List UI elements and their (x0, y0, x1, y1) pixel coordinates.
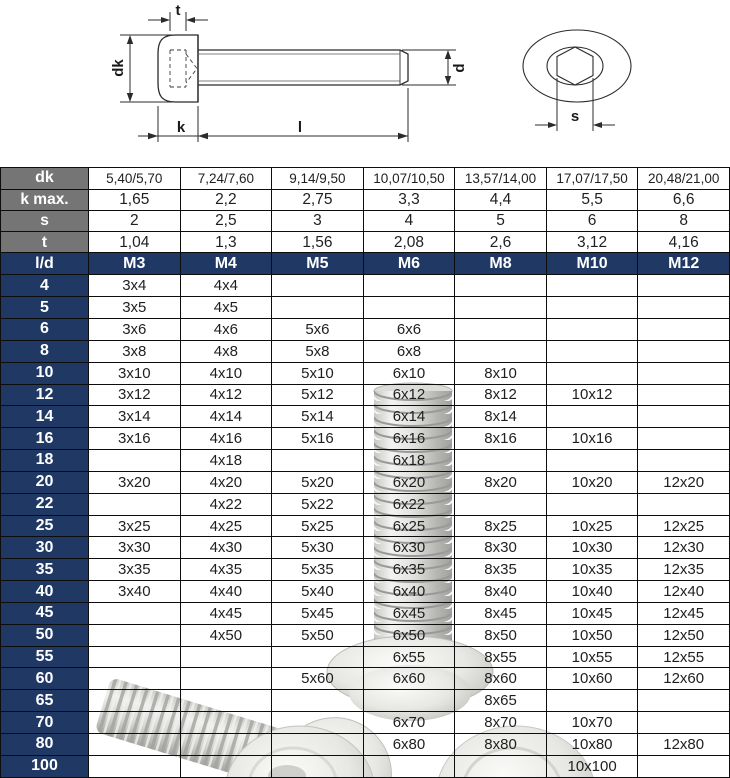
value-cell (180, 734, 272, 756)
value-cell: 6x45 (363, 602, 455, 624)
value-cell: 8x35 (455, 559, 547, 581)
value-cell: 2,75 (272, 189, 364, 210)
value-cell: 10x50 (546, 624, 638, 646)
value-cell: 12x80 (638, 734, 730, 756)
value-cell (180, 712, 272, 734)
value-cell: 6,6 (638, 189, 730, 210)
value-cell: 6x70 (363, 712, 455, 734)
value-cell: 12x45 (638, 602, 730, 624)
value-cell: 3x10 (89, 362, 181, 384)
row-label: 60 (1, 668, 89, 690)
size-header-cell: M10 (546, 253, 638, 275)
value-cell: 3x25 (89, 515, 181, 537)
row-label: t (1, 232, 89, 253)
value-cell: 2,5 (180, 211, 272, 232)
value-cell: 12x55 (638, 646, 730, 668)
value-cell: 5x22 (272, 493, 364, 515)
value-cell: 8x60 (455, 668, 547, 690)
value-cell: 10x55 (546, 646, 638, 668)
row-label: 40 (1, 581, 89, 603)
value-cell: 4x30 (180, 537, 272, 559)
value-cell: 3x20 (89, 471, 181, 493)
dim-label-l: l (297, 119, 303, 136)
length-row (1, 646, 730, 668)
value-cell: 6x22 (363, 493, 455, 515)
value-cell (546, 297, 638, 319)
value-cell: 5x16 (272, 428, 364, 450)
value-cell (638, 450, 730, 472)
value-cell: 9,14/9,50 (272, 168, 364, 190)
value-cell: 12x50 (638, 624, 730, 646)
length-row (1, 559, 730, 581)
value-cell: 3x5 (89, 297, 181, 319)
row-label: 14 (1, 406, 89, 428)
value-cell: 2,08 (363, 232, 455, 253)
length-row (1, 450, 730, 472)
value-cell: 12x40 (638, 581, 730, 603)
value-cell: 5x14 (272, 406, 364, 428)
value-cell: 5x50 (272, 624, 364, 646)
row-label: 8 (1, 340, 89, 362)
value-cell (363, 275, 455, 297)
value-cell: 10x70 (546, 712, 638, 734)
value-cell (638, 755, 730, 777)
value-cell (546, 450, 638, 472)
value-cell: 5x12 (272, 384, 364, 406)
value-cell: 6 (546, 211, 638, 232)
value-cell: 2 (89, 211, 181, 232)
value-cell (638, 428, 730, 450)
size-header-cell: M4 (180, 253, 272, 275)
value-cell (89, 624, 181, 646)
row-label: 35 (1, 559, 89, 581)
value-cell (546, 275, 638, 297)
value-cell: 3x6 (89, 318, 181, 340)
row-label: 12 (1, 384, 89, 406)
value-cell (455, 493, 547, 515)
length-row (1, 340, 730, 362)
value-cell: 4,4 (455, 189, 547, 210)
value-cell: 8x40 (455, 581, 547, 603)
value-cell (638, 318, 730, 340)
dim-label-d: d (451, 63, 468, 73)
value-cell: 12x60 (638, 668, 730, 690)
length-row (1, 602, 730, 624)
length-row (1, 668, 730, 690)
value-cell (272, 275, 364, 297)
row-label: 10 (1, 362, 89, 384)
spec-row (1, 232, 730, 253)
length-row (1, 428, 730, 450)
value-cell: 6x25 (363, 515, 455, 537)
value-cell: 4x8 (180, 340, 272, 362)
row-label: 80 (1, 734, 89, 756)
value-cell: 4x5 (180, 297, 272, 319)
value-cell: 6x12 (363, 384, 455, 406)
value-cell: 5x40 (272, 581, 364, 603)
value-cell: 17,07/17,50 (546, 168, 638, 190)
row-label: 50 (1, 624, 89, 646)
value-cell: 3x4 (89, 275, 181, 297)
value-cell: 1,56 (272, 232, 364, 253)
value-cell: 10x12 (546, 384, 638, 406)
value-cell: 8x50 (455, 624, 547, 646)
value-cell: 10x100 (546, 755, 638, 777)
spec-row (1, 168, 730, 190)
value-cell (363, 755, 455, 777)
value-cell: 5x45 (272, 602, 364, 624)
value-cell: 10x20 (546, 471, 638, 493)
value-cell (272, 450, 364, 472)
row-label: 16 (1, 428, 89, 450)
row-label: dk (1, 168, 89, 190)
value-cell: 3x40 (89, 581, 181, 603)
value-cell: 4x40 (180, 581, 272, 603)
length-row (1, 624, 730, 646)
value-cell: 10x60 (546, 668, 638, 690)
value-cell (455, 275, 547, 297)
value-cell: 6x50 (363, 624, 455, 646)
value-cell (89, 602, 181, 624)
value-cell: 10,07/10,50 (363, 168, 455, 190)
dim-label-k: k (176, 119, 186, 136)
row-label: 100 (1, 755, 89, 777)
row-label: 45 (1, 602, 89, 624)
value-cell: 4x22 (180, 493, 272, 515)
value-cell: 5x20 (272, 471, 364, 493)
row-label: s (1, 211, 89, 232)
value-cell: 5 (455, 211, 547, 232)
length-row (1, 362, 730, 384)
value-cell (363, 690, 455, 712)
value-cell (638, 384, 730, 406)
length-row (1, 297, 730, 319)
row-label: 5 (1, 297, 89, 319)
value-cell: 8x25 (455, 515, 547, 537)
value-cell: 1,04 (89, 232, 181, 253)
size-header-cell: M6 (363, 253, 455, 275)
value-cell: 5x25 (272, 515, 364, 537)
value-cell: 8x20 (455, 471, 547, 493)
dim-label-s: s (570, 108, 580, 125)
value-cell: 6x80 (363, 734, 455, 756)
value-cell (272, 734, 364, 756)
row-label: 18 (1, 450, 89, 472)
value-cell: 8x10 (455, 362, 547, 384)
value-cell: 4 (363, 211, 455, 232)
value-cell: 5x10 (272, 362, 364, 384)
value-cell (363, 297, 455, 319)
value-cell: 5x30 (272, 537, 364, 559)
value-cell (180, 755, 272, 777)
value-cell: 10x30 (546, 537, 638, 559)
value-cell: 3x12 (89, 384, 181, 406)
size-header-cell: M3 (89, 253, 181, 275)
value-cell: 4x6 (180, 318, 272, 340)
value-cell: 10x80 (546, 734, 638, 756)
value-cell (455, 340, 547, 362)
value-cell (272, 646, 364, 668)
size-header-cell: M5 (272, 253, 364, 275)
row-label: 4 (1, 275, 89, 297)
length-row (1, 275, 730, 297)
value-cell (455, 755, 547, 777)
row-label: 70 (1, 712, 89, 734)
length-row (1, 493, 730, 515)
value-cell (455, 318, 547, 340)
value-cell (546, 340, 638, 362)
value-cell: 4x18 (180, 450, 272, 472)
length-row (1, 471, 730, 493)
value-cell: 6x16 (363, 428, 455, 450)
dim-label-dk: dk (110, 59, 127, 77)
row-label: 6 (1, 318, 89, 340)
value-cell: 3,12 (546, 232, 638, 253)
value-cell: 6x55 (363, 646, 455, 668)
row-label: 65 (1, 690, 89, 712)
value-cell: 6x60 (363, 668, 455, 690)
value-cell: 5x60 (272, 668, 364, 690)
value-cell: 3,3 (363, 189, 455, 210)
value-cell (638, 275, 730, 297)
value-cell: 5x8 (272, 340, 364, 362)
value-cell: 20,48/21,00 (638, 168, 730, 190)
value-cell: 6x6 (363, 318, 455, 340)
value-cell (638, 340, 730, 362)
length-row (1, 384, 730, 406)
value-cell: 3x16 (89, 428, 181, 450)
value-cell: 4x45 (180, 602, 272, 624)
value-cell (546, 493, 638, 515)
value-cell: 10x25 (546, 515, 638, 537)
length-row (1, 734, 730, 756)
length-row (1, 690, 730, 712)
value-cell: 4x12 (180, 384, 272, 406)
value-cell: 12x30 (638, 537, 730, 559)
value-cell: 6x30 (363, 537, 455, 559)
value-cell: 7,24/7,60 (180, 168, 272, 190)
value-cell (455, 450, 547, 472)
dimensions-table-body (1, 168, 730, 778)
value-cell (638, 712, 730, 734)
length-row (1, 318, 730, 340)
value-cell: 8x45 (455, 602, 547, 624)
value-cell: 4x10 (180, 362, 272, 384)
row-label: l/d (1, 253, 89, 275)
value-cell: 4x25 (180, 515, 272, 537)
value-cell: 4x4 (180, 275, 272, 297)
value-cell (180, 690, 272, 712)
length-row (1, 537, 730, 559)
value-cell (272, 690, 364, 712)
value-cell: 2,2 (180, 189, 272, 210)
value-cell (89, 646, 181, 668)
value-cell (89, 493, 181, 515)
value-cell: 6x20 (363, 471, 455, 493)
row-label: 22 (1, 493, 89, 515)
value-cell: 5,40/5,70 (89, 168, 181, 190)
value-cell: 6x10 (363, 362, 455, 384)
value-cell: 8x80 (455, 734, 547, 756)
length-row (1, 755, 730, 777)
value-cell: 12x35 (638, 559, 730, 581)
value-cell (638, 362, 730, 384)
value-cell: 10x40 (546, 581, 638, 603)
value-cell (638, 406, 730, 428)
value-cell (638, 297, 730, 319)
value-cell: 6x8 (363, 340, 455, 362)
row-label: 25 (1, 515, 89, 537)
value-cell (180, 668, 272, 690)
dim-label-t: t (175, 2, 181, 19)
value-cell: 4x14 (180, 406, 272, 428)
value-cell: 8x55 (455, 646, 547, 668)
size-header-cell: M8 (455, 253, 547, 275)
value-cell: 8x16 (455, 428, 547, 450)
value-cell (455, 297, 547, 319)
length-row (1, 515, 730, 537)
spec-row (1, 189, 730, 210)
value-cell (638, 493, 730, 515)
value-cell: 6x14 (363, 406, 455, 428)
row-label: 55 (1, 646, 89, 668)
value-cell (89, 712, 181, 734)
value-cell (89, 668, 181, 690)
size-header-cell: M12 (638, 253, 730, 275)
value-cell: 5,5 (546, 189, 638, 210)
value-cell: 6x35 (363, 559, 455, 581)
length-row (1, 712, 730, 734)
value-cell: 8x70 (455, 712, 547, 734)
length-row (1, 581, 730, 603)
value-cell (89, 755, 181, 777)
value-cell (546, 318, 638, 340)
value-cell (638, 690, 730, 712)
value-cell: 4,16 (638, 232, 730, 253)
value-cell: 5x35 (272, 559, 364, 581)
value-cell: 2,6 (455, 232, 547, 253)
value-cell: 10x16 (546, 428, 638, 450)
value-cell: 3x8 (89, 340, 181, 362)
dimensions-table (0, 167, 730, 778)
row-label: 30 (1, 537, 89, 559)
value-cell: 4x50 (180, 624, 272, 646)
value-cell: 6x40 (363, 581, 455, 603)
value-cell: 3x14 (89, 406, 181, 428)
value-cell (546, 406, 638, 428)
value-cell: 4x16 (180, 428, 272, 450)
value-cell: 12x20 (638, 471, 730, 493)
value-cell: 12x25 (638, 515, 730, 537)
value-cell (546, 362, 638, 384)
value-cell (272, 755, 364, 777)
value-cell (546, 690, 638, 712)
value-cell (89, 450, 181, 472)
value-cell: 6x18 (363, 450, 455, 472)
value-cell: 3x35 (89, 559, 181, 581)
value-cell: 8x65 (455, 690, 547, 712)
value-cell (89, 734, 181, 756)
value-cell: 8x30 (455, 537, 547, 559)
value-cell: 13,57/14,00 (455, 168, 547, 190)
row-label: 20 (1, 471, 89, 493)
length-row (1, 406, 730, 428)
value-cell: 1,65 (89, 189, 181, 210)
value-cell: 1,3 (180, 232, 272, 253)
value-cell: 10x35 (546, 559, 638, 581)
value-cell: 8x12 (455, 384, 547, 406)
value-cell (272, 712, 364, 734)
value-cell: 8x14 (455, 406, 547, 428)
value-cell (272, 297, 364, 319)
value-cell: 3 (272, 211, 364, 232)
size-header-row (1, 253, 730, 275)
value-cell: 10x45 (546, 602, 638, 624)
value-cell: 8 (638, 211, 730, 232)
spec-row (1, 211, 730, 232)
value-cell (89, 690, 181, 712)
value-cell: 3x30 (89, 537, 181, 559)
value-cell: 4x35 (180, 559, 272, 581)
row-label: k max. (1, 189, 89, 210)
value-cell: 4x20 (180, 471, 272, 493)
value-cell (180, 646, 272, 668)
value-cell: 5x6 (272, 318, 364, 340)
